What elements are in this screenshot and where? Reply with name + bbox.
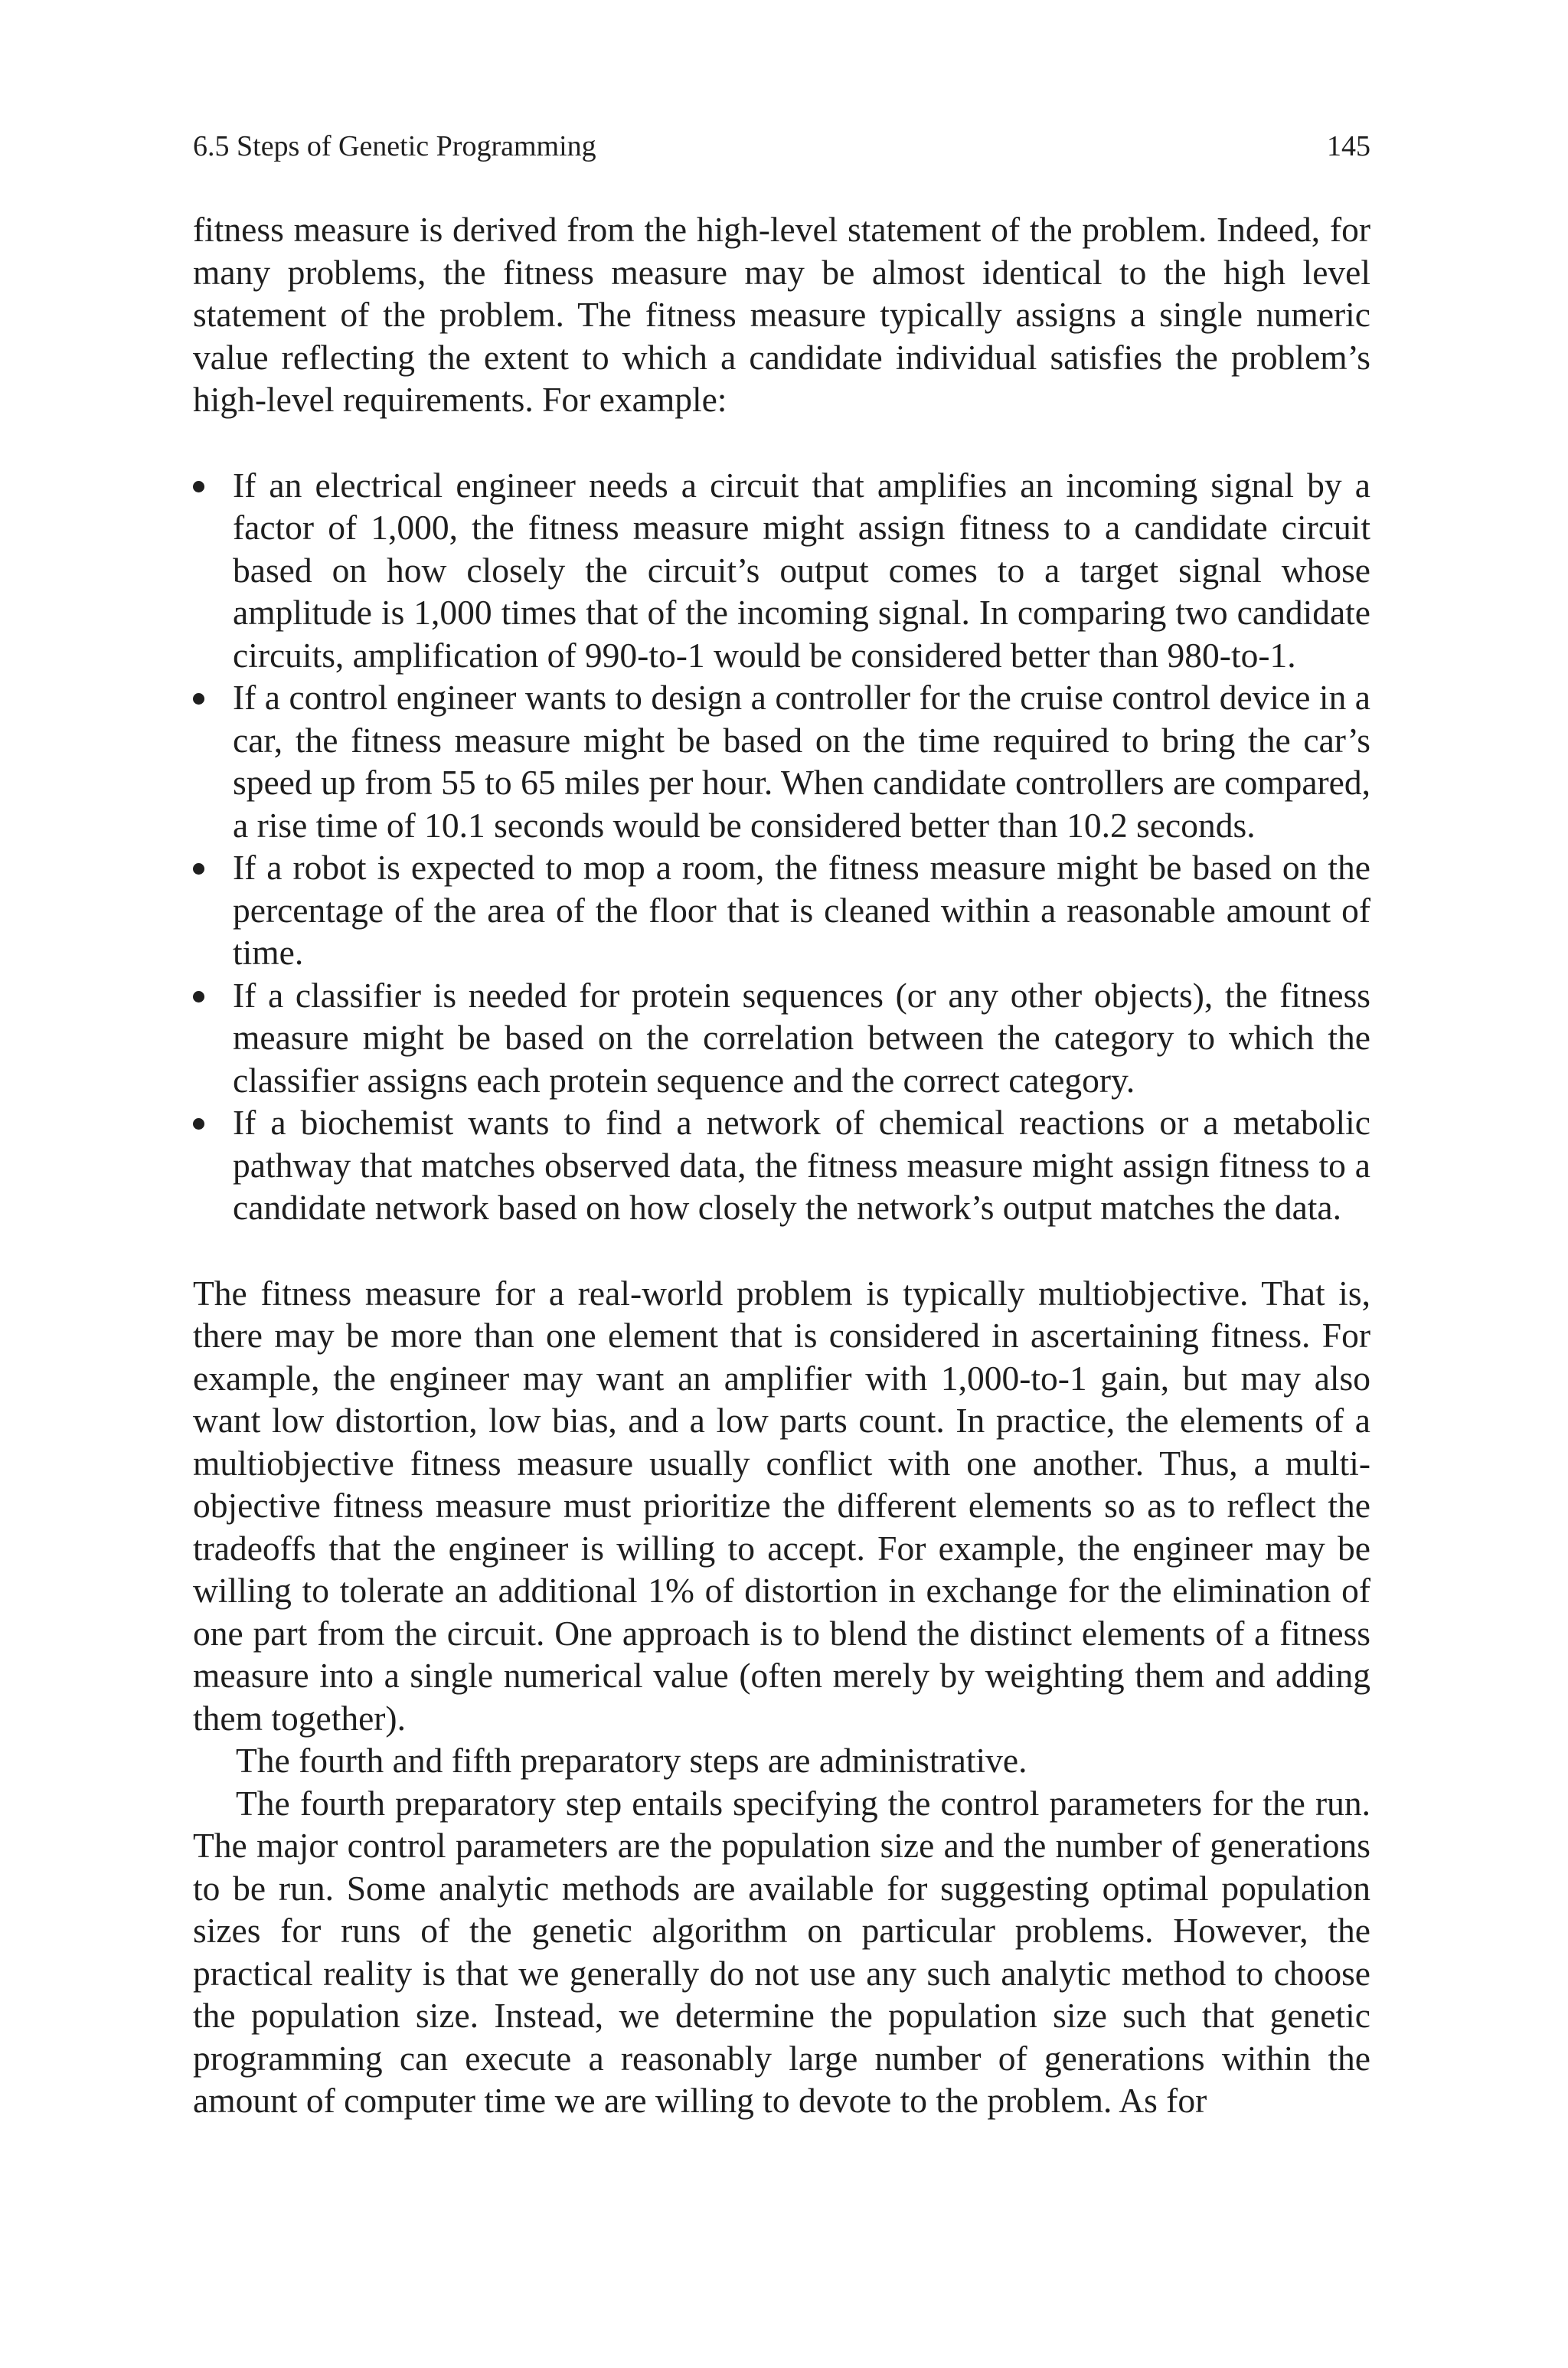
bullet-icon bbox=[193, 974, 214, 1017]
bullet-icon bbox=[193, 846, 214, 889]
list-item bbox=[193, 676, 1370, 846]
paragraph-multiobjective: The fitness measure for a real-world problem is typically multiobjective. That is, there may be more than one element that is considered in ascertaining fitness. For example, the engineer may want an amplifier with 1,000-to-1 gain, but may also want low distortion, low bias, and a low parts count. In practice, the elements of a multiobjective fitness measure usually conflict with one another. Thus, a multiobjective fitness measure must prioritize the different elements so as to reflect the tradeoffs that the engineer is willing to accept. For example, the engineer may be willing to tolerate an additional 1% of distortion in exchange for the elimination of one part from the circuit. One approach is to blend the distinct elements of a fitness measure into a single numerical value (often merely by weighting them and adding them together). bbox=[193, 1273, 1370, 1738]
section-title: 6.5 Steps of Genetic Programming bbox=[193, 130, 596, 162]
bullet-text: If a control engineer wants to design a controller for the cruise control device in a car, the fitness measure might be based on the time required to bring the car’s speed up from 55 to 65 miles per hour. When candidate controllers are compared, a rise time of 10.1 seconds would be considered better than 10.2 seconds. bbox=[233, 678, 1370, 845]
running-head bbox=[193, 127, 1370, 165]
bullet-text: If a robot is expected to mop a room, the fitness measure might be based on the percentage of the area of the floor that is cleaned within a reasonable amount of time. bbox=[233, 848, 1370, 972]
bullet-text: If a classifier is needed for protein sequences (or any other objects), the fitness measure might be based on the correlation between the category to which the classifier assigns each protein sequence and the correct category. bbox=[233, 975, 1370, 1100]
example-bullet-list bbox=[193, 464, 1370, 1229]
paragraph-control-parameters: The fourth preparatory step entails specifying the control parameters for the run. The major control parameters are the population size and the number of generations to be run. Some analytic methods are available for suggesting optimal population sizes for runs of the genetic algorithm on particular problems. However, the practical reality is that we generally do not use any such analytic method to choose the population size. Instead, we determine the population size such that genetic programming can execute a reasonably large number of generations within the amount of computer time we are willing to devote to the problem. As for bbox=[193, 1783, 1370, 2120]
bullet-text: If an electrical engineer needs a circuit that amplifies an incoming signal by a factor of 1,000, the fitness measure might assign fitness to a candidate circuit based on how closely the circuit’s output comes to a target signal whose amplitude is 1,000 times that of the incoming signal. In comparing two candidate circuits, amplification of 990-to-1 would be considered better than 980-to-1. bbox=[233, 465, 1370, 675]
page-number: 145 bbox=[1327, 130, 1370, 162]
body-text bbox=[193, 208, 1370, 2122]
bullet-icon bbox=[193, 1101, 214, 1144]
paragraph-intro: fitness measure is derived from the high-level statement of the problem. Indeed, for many problems, the fitness measure may be almost identical to the high level statement of the problem. The fitness measure typically assigns a single numeric value reflecting the extent to which a candidate individual satisfies the problem’s high-level requirements. For example: bbox=[193, 210, 1370, 419]
list-item bbox=[193, 464, 1370, 677]
bullet-icon bbox=[193, 464, 214, 507]
bullet-text: If a biochemist wants to find a network of chemical reactions or a metabolic pathway that matches observed data, the fitness measure might assign fitness to a candidate network based on how closely the network’s output matches the data. bbox=[233, 1103, 1370, 1227]
paragraph-administrative: The fourth and fifth preparatory steps are administrative. bbox=[236, 1741, 1027, 1780]
list-item bbox=[193, 974, 1370, 1102]
list-item bbox=[193, 846, 1370, 974]
list-item bbox=[193, 1101, 1370, 1229]
bullet-icon bbox=[193, 676, 214, 719]
